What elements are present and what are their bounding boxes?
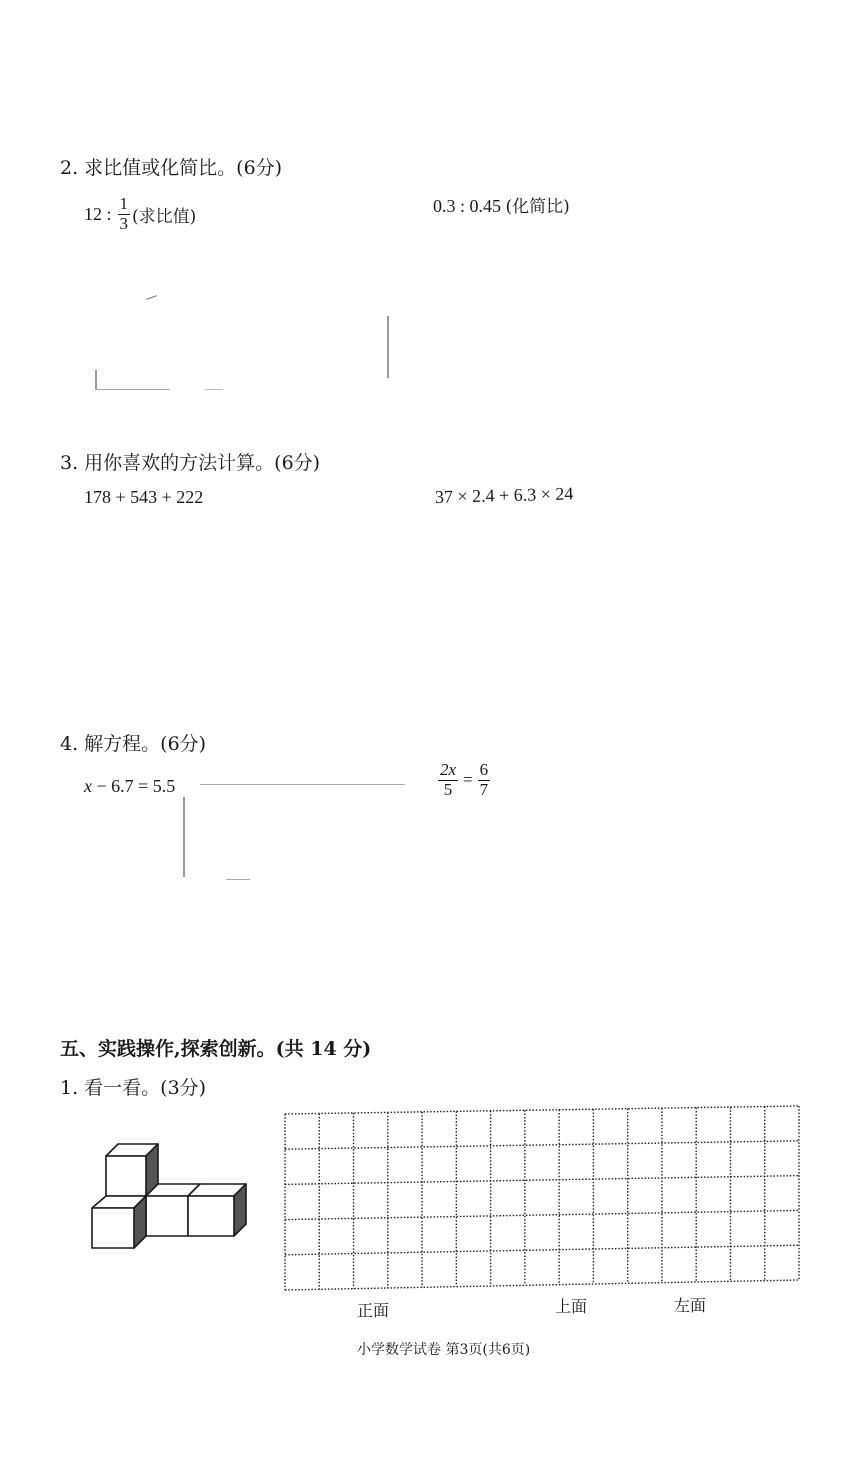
q4-equation-a: [84, 776, 175, 797]
grid-row-line: [285, 1176, 799, 1185]
stray-mark: [205, 389, 223, 390]
grid-row-line: [285, 1245, 799, 1255]
q4-b-lhs-fraction: [438, 761, 458, 799]
stray-mark: [95, 370, 97, 390]
q2-a-fraction: [118, 195, 131, 233]
fraction-denominator: 5: [443, 779, 453, 799]
page-footer: 小学数学试卷 第3页(共6页): [357, 1342, 531, 1358]
q2-a-note: (求比值): [132, 206, 197, 227]
stray-mark: [146, 295, 157, 300]
stray-mark: [226, 879, 250, 880]
q2-title: 2. 求比值或化简比。(6分): [60, 157, 283, 179]
stray-mark: [95, 389, 170, 390]
dotted-drawing-grid: [283, 1104, 801, 1292]
stray-mark: [200, 784, 405, 785]
fraction-numerator: 2x: [440, 760, 457, 779]
view-label-left: 左面: [674, 1296, 707, 1315]
q4-equation-b: [436, 761, 492, 799]
q4-b-rhs-fraction: [478, 761, 491, 799]
stray-mark: [183, 797, 185, 877]
section5-title: 五、实践操作,探索创新。(共 14 分): [60, 1038, 372, 1060]
q4-b-equals: =: [463, 770, 473, 790]
q3-expression-a: 178 + 543 + 222: [84, 487, 204, 507]
q2-a-lhs: 12 :: [84, 203, 112, 224]
q4-title: 4. 解方程。(6分): [60, 733, 207, 755]
section5-q1-title: 1. 看一看。(3分): [60, 1077, 207, 1099]
stray-mark: [387, 316, 389, 378]
q4-a-variable: x: [84, 776, 92, 796]
view-label-front: 正面: [357, 1301, 390, 1320]
q2-b-note: (化简比): [505, 197, 570, 217]
q3-title: 3. 用你喜欢的方法计算。(6分): [60, 452, 321, 474]
q4-a-rest: − 6.7 = 5.5: [96, 776, 176, 796]
q2-b-expr: 0.3 : 0.45: [433, 196, 502, 216]
q2-expression-a: [84, 195, 196, 233]
grid-row-line: [285, 1210, 799, 1219]
fraction-denominator: 7: [479, 779, 489, 799]
view-label-top: 上面: [555, 1297, 588, 1316]
fraction-denominator: 3: [119, 213, 129, 233]
grid-row-line: [285, 1106, 799, 1114]
fraction-numerator: 6: [479, 760, 489, 779]
fraction-numerator: 1: [119, 194, 129, 213]
cube-figure: [88, 1138, 250, 1250]
grid-row-line: [285, 1280, 799, 1290]
q3-expression-b: 37 × 2.4 + 6.3 × 24: [434, 483, 574, 507]
grid-row-line: [285, 1141, 799, 1149]
q2-expression-b: [433, 192, 570, 217]
